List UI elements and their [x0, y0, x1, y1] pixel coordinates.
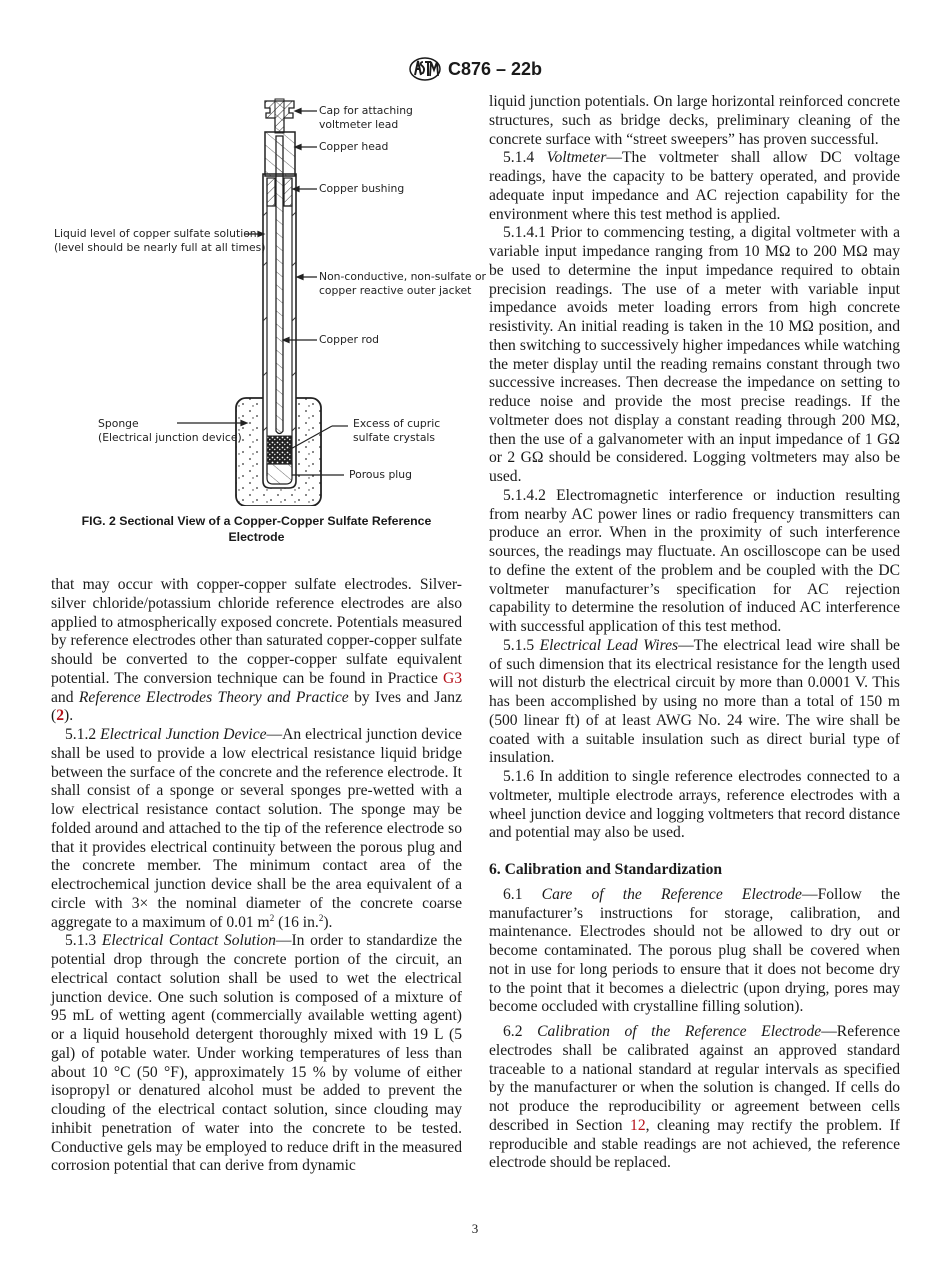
- paragraph-5-1-5: 5.1.5 Electrical Lead Wires—The electrical lead wire shall be of such dimension that its electrical resistance for the length used will not disturb the electrical circuit by more than 0.0001 V. This has been accomplished by using no more than a total of 150 m (500 linear ft) of at least AWG No. 24 wire. The wire shall be coated with a suitable insulation such as direct burial type of insulation.: [489, 636, 900, 767]
- label-porous-plug: Porous plug: [349, 468, 412, 481]
- paragraph-5-1-4-1: 5.1.4.1 Prior to commencing testing, a digital voltmeter with a variable input impedance ranging from 10 MΩ to 200 MΩ may be used to determine the input impedance required to obtain precision readings. The use of a meter with variable input impedance avoids meter loading errors from high concrete resistivity. An initial reading is taken in the 10 MΩ position, and then switching to successively higher impedances while watching the meter display until the reading remains constant through two successive increases. Then decrease the impedance on setting to reduce noise and provide the most precise readings. If the voltmeter does not display a constant reading through 200 MΩ, then the use of a galvanometer with an input impedance of 1 GΩ or 2 GΩ should be considered. Logging voltmeters may also be used.: [489, 224, 900, 485]
- section-6-heading: 6. Calibration and Standardization: [489, 861, 723, 878]
- page-number: 3: [471, 1221, 479, 1236]
- label-liquid-level: Liquid level of copper sulfate solution (level should be nearly full at all times): [54, 227, 266, 254]
- page-header: [0, 56, 950, 87]
- right-column: [489, 93, 900, 1173]
- figure-caption: FIG. 2 Sectional View of a Copper-Copper Sulfate Reference Electrode: [81, 514, 432, 544]
- paragraph-continuation-right: liquid junction potentials. On large horizontal reinforced concrete structures, such as bridge decks, preliminary cleaning of the concrete surface with “street sweepers” has proven successful.: [489, 93, 900, 148]
- paragraph-5-1-6: 5.1.6 In addition to single reference electrodes connected to a voltmeter, multiple electrode arrays, reference electrodes with a wheel junction device and logging voltmeters that record distance and potential may also be used.: [489, 768, 900, 842]
- label-copper-head: Copper head: [319, 140, 389, 153]
- link-practice-g3[interactable]: G3: [442, 669, 462, 687]
- link-reference-2[interactable]: 2: [56, 707, 64, 725]
- paragraph-continuation: that may occur with copper-copper sulfate electrodes. Silver-silver chloride/potassium chloride reference electrodes are also applied to atmospherically exposed concrete. Potentials measured by reference electrodes other than saturated copper-copper sulfate should be converted to the copper-copper sulfate equivalent potential. The conversion technique can be found in Practice G3 and Reference Electrodes Theory and Practice by Ives and Janz (2).: [51, 576, 463, 725]
- electrode-sectional-diagram: [51, 96, 481, 506]
- paragraph-5-1-4-2: 5.1.4.2 Electromagnetic interference or induction resulting from nearby AC power lines or radio frequency transmitters can produce an error. When in the proximity of such interference sources, the readings may fluctuate. An oscilloscope can be used to define the extent of the problem and be coupled with the DC voltmeter manufacturer’s specification for AC rejection capability to determine the resolution of induced AC interference with successful application of this test method.: [489, 486, 900, 635]
- paragraph-6-1: 6.1 Care of the Reference Electrode—Follow the manufacturer’s instructions for storage, calibration, and maintenance. Electrodes should not be allowed to dry out or become contaminated. The porous plug shall be covered when not in use for long periods to ensure that it does not become dry to the point that it becomes a dielectric (upon drying, pores may become occluded with crystalline filling solution).: [489, 885, 900, 1016]
- document-id: C876 – 22b: [447, 58, 543, 79]
- label-copper-rod: Copper rod: [319, 333, 380, 346]
- paragraph-5-1-4: 5.1.4 Voltmeter—The voltmeter shall allow DC voltage readings, have the capacity to be battery operated, and provide adequate input impedance and AC rejection capability for the environment where this test method is applied.: [489, 149, 900, 223]
- paragraph-5-1-3: 5.1.3 Electrical Contact Solution—In order to standardize the potential drop through the concrete portion of the circuit, an electrical contact solution shall be used to wet the electrical junction device. One such solution is composed of a mixture of 95 mL of wetting agent (commercially available wetting agent) or a liquid household detergent thoroughly mixed with 19 L (5 gal) of potable water. Under working temperatures of less than about 10 °C (50 °F), approximately 15 % by volume of either isopropyl or denatured alcohol must be added to prevent the clouding of the electrical contact solution, since clouding may inhibit penetration of water into the concrete to be tested. Conductive gels may be employed to reduce drift in the measured corrosion potential that can derive from dynamic: [51, 932, 463, 1175]
- link-section-12[interactable]: 12: [630, 1116, 646, 1134]
- label-excess-crystals: Excess of cupric sulfate crystals: [353, 417, 441, 444]
- label-cap: Cap for attaching voltmeter lead: [319, 104, 413, 131]
- astm-logo-icon: [408, 56, 442, 82]
- paragraph-6-2: 6.2 Calibration of the Reference Electrode—Reference electrodes shall be calibrated against an approved standard traceable to a national standard at regular intervals as specified by the manufacturer or when the solution is changed. If cells do not produce the reproducibility or agreement between cells described in Section 12, cleaning may rectify the problem. If reproducible and stable readings are not achieved, the reference electrode should be replaced.: [489, 1023, 900, 1172]
- paragraph-5-1-2: 5.1.2 Electrical Junction Device—An electrical junction device shall be used to provide a low electrical resistance liquid bridge between the surface of the concrete and the reference electrode. It shall consist of a sponge or several sponges pre-wetted with a low electrical resistance contact solution. The sponge may be folded around and attached to the tip of the reference electrode so that it provides electrical continuity between the porous plug and the concrete member. The minimum contact area of the electrochemical junction device shall be the area equivalent of a circle with 3× the nominal diameter of the concrete coarse aggregate to a maximum of 0.01 $m^2$ (16 in.$^2$).: [51, 726, 462, 931]
- label-copper-bushing: Copper bushing: [319, 182, 405, 195]
- label-outer-jacket: Non-conductive, non-sulfate or copper reactive outer jacket: [319, 270, 486, 297]
- figure-2-electrode-diagram: [51, 96, 486, 506]
- label-sponge: Sponge (Electrical junction device): [98, 417, 242, 444]
- left-column: [51, 576, 462, 1176]
